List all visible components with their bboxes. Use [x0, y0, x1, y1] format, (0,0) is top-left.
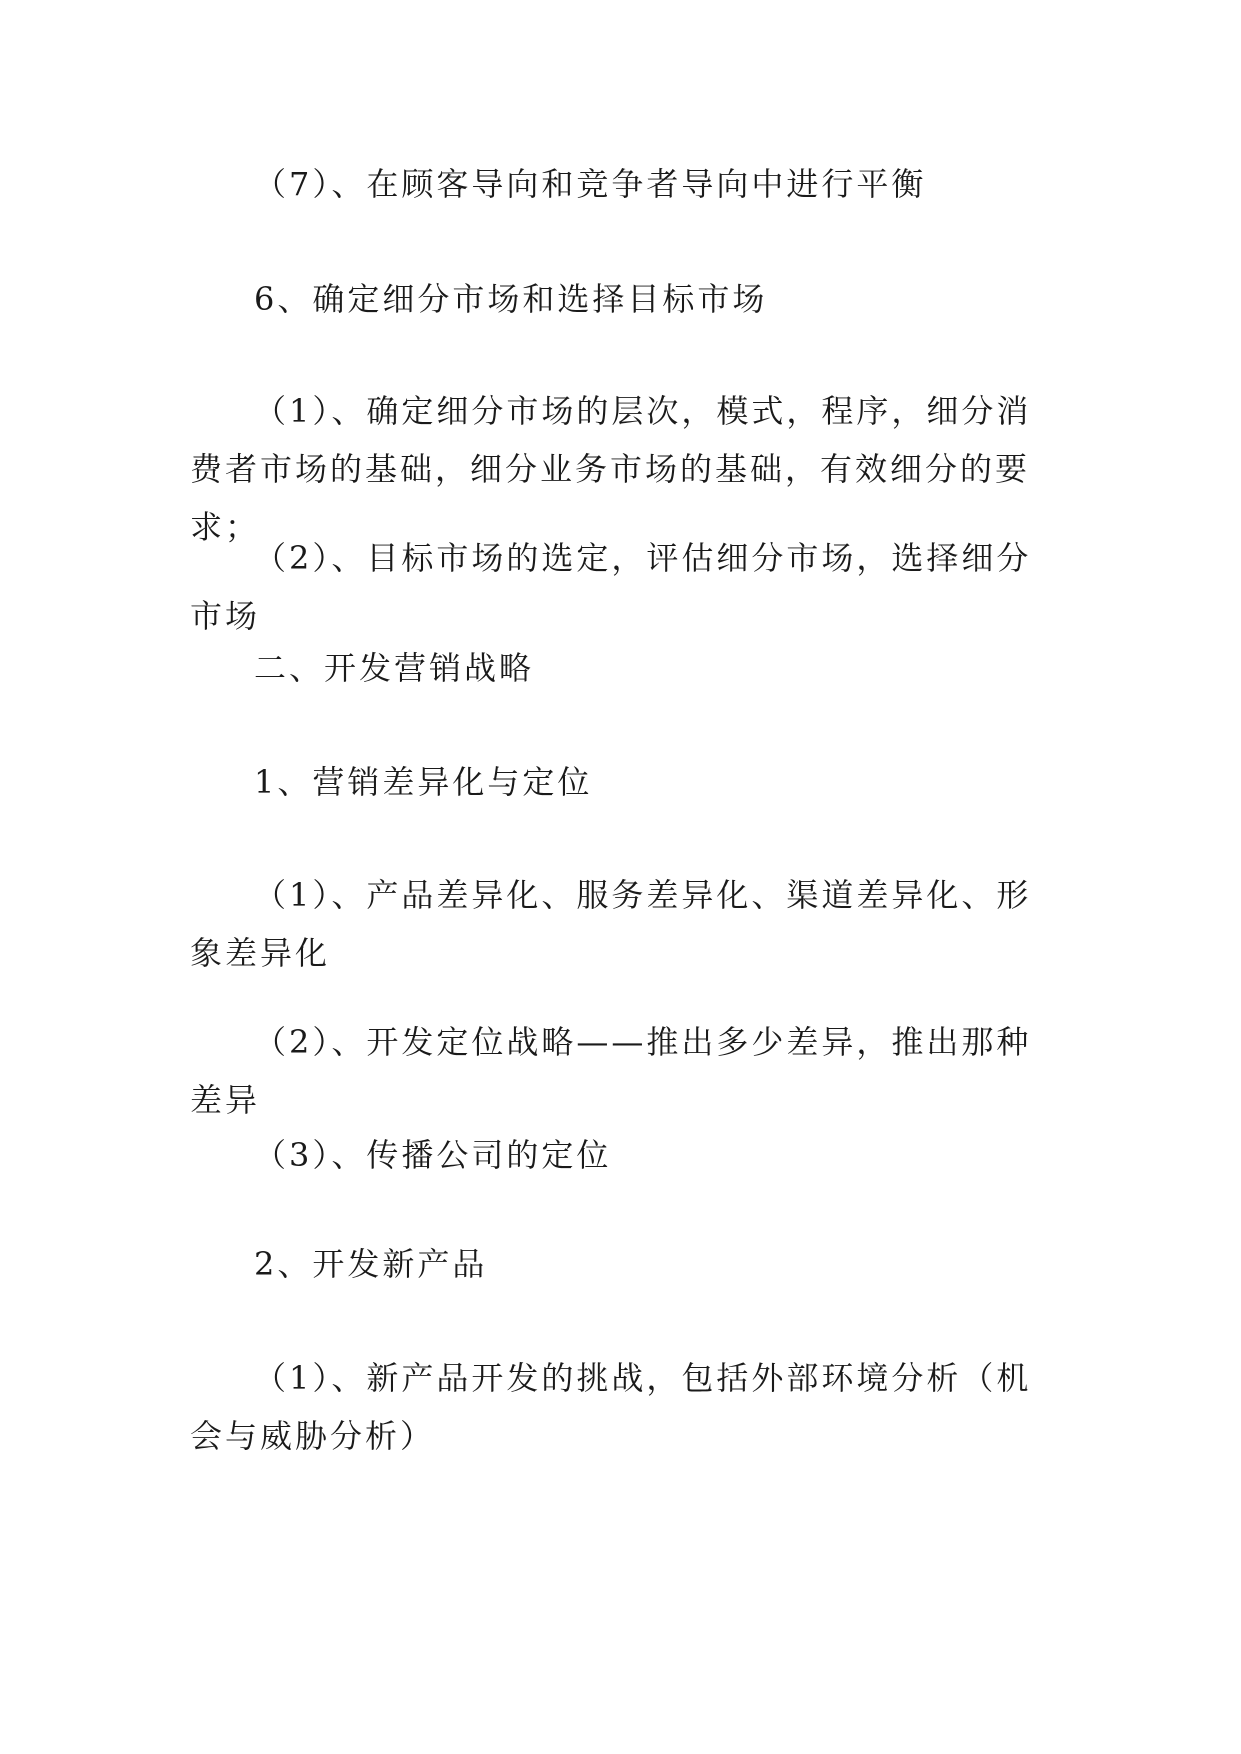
heading-market-segmentation: 6、确定细分市场和选择目标市场 — [254, 280, 768, 318]
heading-new-products: 2、开发新产品 — [254, 1245, 488, 1283]
paragraph-communicate-positioning: （3）、传播公司的定位 — [254, 1136, 612, 1174]
paragraph-new-product-challenges: （1）、新产品开发的挑战，包括外部环境分析（机会与威胁分析） — [190, 1359, 1032, 1455]
heading-differentiation-positioning: 1、营销差异化与定位 — [254, 763, 593, 801]
paragraph-balance-orientation: （7）、在顾客导向和竞争者导向中进行平衡 — [254, 165, 927, 203]
paragraph-segmentation-levels: （1）、确定细分市场的层次，模式，程序，细分消费者市场的基础，细分业务市场的基础，有效细分的要求； — [190, 392, 1032, 546]
paragraph-differentiation-types: （1）、产品差异化、服务差异化、渠道差异化、形象差异化 — [190, 876, 1032, 972]
heading-marketing-strategy: 二、开发营销战略 — [254, 649, 535, 687]
paragraph-positioning-strategy: （2）、开发定位战略——推出多少差异，推出那种差异 — [190, 1023, 1032, 1119]
paragraph-target-market: （2）、目标市场的选定，评估细分市场，选择细分市场 — [190, 539, 1032, 635]
